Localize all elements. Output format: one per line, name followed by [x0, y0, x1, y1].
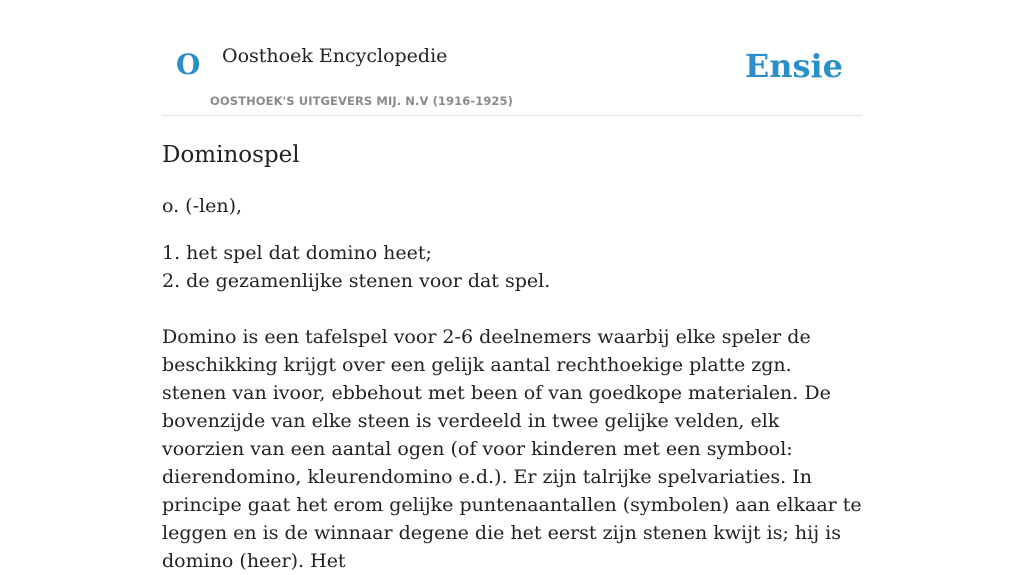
- article-title: Dominospel: [162, 142, 300, 168]
- publisher-subtitle: OOSTHOEK'S UITGEVERS MIJ. N.V (1916-1925): [210, 94, 513, 108]
- definition-item: 2. de gezamenlijke stenen voor dat spel.: [162, 269, 551, 292]
- grammar-note: o. (-len),: [162, 194, 243, 217]
- encyclopedia-title[interactable]: Oosthoek Encyclopedie: [222, 45, 448, 67]
- ensie-brand-link[interactable]: Ensie: [744, 47, 843, 85]
- page: [162, 0, 862, 575]
- article: [162, 141, 862, 575]
- article-body: Domino is een tafelspel voor 2-6 deelnemers waarbij elke speler de beschikking krijgt over een gelijk aantal rechthoekige platte zgn. stenen van ivoor, ebbehout met been of van goedkope materialen. De bovenzijde van elke steen is verdeeld in twee gelijke velden, elk voorzien van een aantal ogen (of voor kinderen met een symbool: dierendomino, kleurendomino e.d.). Er zijn talrijke spelvariaties. In principe gaat het erom gelijke puntenaantallen (symbolen) aan elkaar te leggen en is de winnaar degene die het eerst zijn stenen kwijt is; hij is domino (heer). Het: [162, 325, 862, 572]
- article-content: [162, 192, 862, 575]
- definition-item: 1. het spel dat domino heet;: [162, 241, 432, 264]
- encyclopedia-logo[interactable]: O: [176, 48, 201, 81]
- definition-list: [162, 239, 862, 295]
- encyclopedia-header: [162, 0, 862, 116]
